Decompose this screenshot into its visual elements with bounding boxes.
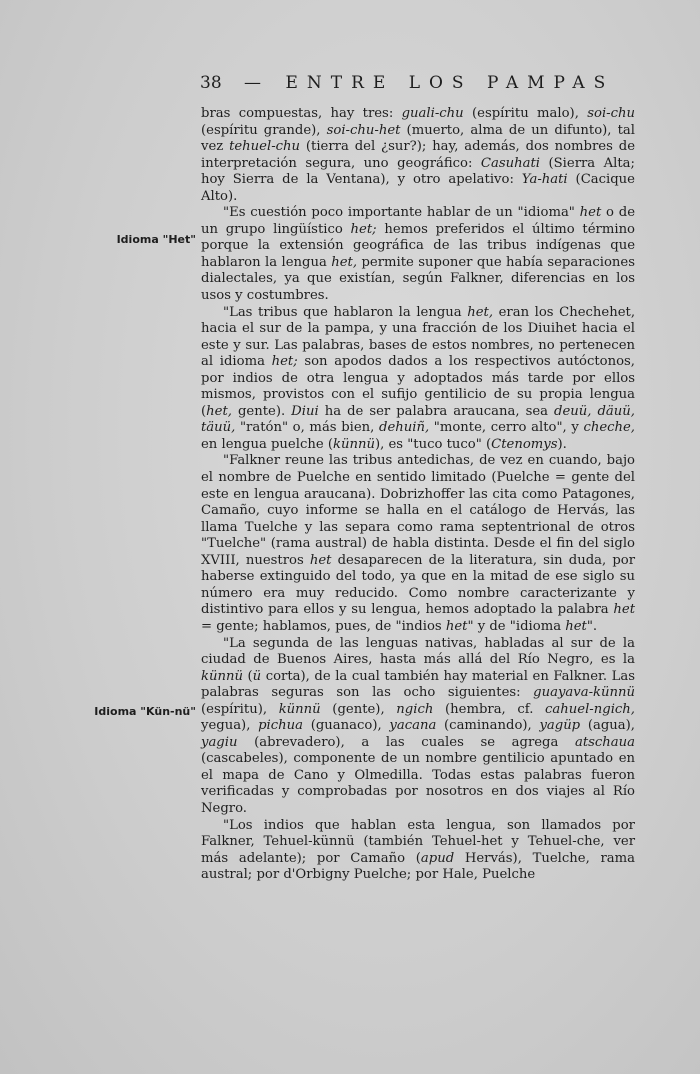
text-run: (caminando), bbox=[436, 718, 540, 734]
italic-term: ngich bbox=[396, 701, 434, 717]
italic-term: Ya-hati bbox=[521, 172, 568, 188]
text-run: "monte, cerro alto", y bbox=[429, 420, 584, 436]
italic-term: ü bbox=[252, 668, 262, 684]
italic-term: yagiu bbox=[201, 734, 238, 750]
margin-note-het: Idioma "Het" bbox=[116, 233, 196, 246]
italic-term: het; bbox=[350, 221, 377, 237]
text-run: (Cacique Alto). bbox=[201, 172, 635, 204]
text-run: "Las tribus que hablaron la lengua bbox=[223, 304, 468, 320]
italic-term: guayava-künnü bbox=[533, 685, 635, 701]
italic-term: soi-chu bbox=[587, 106, 635, 121]
italic-term: künnü bbox=[201, 668, 243, 684]
text-run: permite suponer que había separaciones dialectales, ya que existían, según Falkner, diferencias en los usos y costumbres. bbox=[201, 254, 635, 304]
italic-term: cheche, bbox=[583, 420, 635, 436]
paragraph bbox=[201, 636, 635, 818]
italic-term: künnü bbox=[278, 701, 321, 717]
italic-term: cahuel-ngich, bbox=[545, 701, 635, 717]
text-run: (agua), bbox=[580, 718, 635, 734]
text-run: "La segunda de las lenguas nativas, habladas al sur de la ciudad de Buenos Aires, hasta más allá del Río Negro, es la bbox=[201, 635, 635, 668]
italic-term: het, bbox=[467, 304, 494, 320]
text-run: (espíritu), bbox=[201, 701, 279, 717]
paragraph bbox=[201, 205, 635, 304]
paragraph bbox=[201, 106, 635, 205]
text-run: eran los Chechehet, hacia el sur de la pampa, y una fracción de los Diuihet hacia el este y sur. Las palabras, bases de estos nombres, no pertenecen al idioma bbox=[201, 304, 636, 370]
italic-term: soi-chu-het bbox=[326, 122, 401, 138]
text-run: (espíritu malo), bbox=[463, 106, 588, 121]
text-run: ". bbox=[586, 618, 598, 634]
italic-term: het bbox=[579, 205, 602, 221]
text-run: gente). bbox=[231, 403, 292, 419]
text-run: ). bbox=[557, 436, 567, 452]
text-run: (cascabeles), componente de un nombre gentilicio apuntado en el mapa de Cano y Olmedilla. Todas estas palabras fueron verificadas y comprobadas por nosotros en dos viajes al Río Negro. bbox=[201, 751, 635, 816]
text-run: son apodos dados a los respectivos autóctonos, por indios de otra lengua y adoptados más tarde por ellos mismos, provistos con el sufijo gentilicio de su propia lengua ( bbox=[201, 354, 635, 419]
italic-term: het, bbox=[206, 403, 232, 419]
text-run: ( bbox=[242, 668, 253, 684]
italic-term: yacana bbox=[389, 718, 437, 734]
paragraph bbox=[201, 818, 635, 884]
text-run: bras compuestas, hay tres: bbox=[201, 106, 402, 121]
italic-term: deuü, däuü, täuü, bbox=[201, 403, 635, 436]
italic-term: Casuhati bbox=[480, 155, 541, 171]
italic-term: apud bbox=[420, 850, 455, 866]
italic-term: tehuel-chu bbox=[229, 139, 301, 155]
italic-term: het, bbox=[331, 254, 358, 270]
text-run: (guanaco), bbox=[303, 718, 390, 734]
text-run: Hervás), Tuelche, rama austral; por d'Orbigny Puelche; por Hale, Puelche bbox=[201, 850, 636, 883]
text-run: desaparecen de la literatura, sin duda, por haberse extinguido del todo, ya que en la mitad de ese siglo su número era muy reducido. Como nombre caracterizante y distintivo para ellos y su lengua, hemos adoptado la palabra bbox=[201, 552, 635, 618]
text-run: yegua), bbox=[201, 718, 259, 734]
text-run: (tierra del ¿sur?); hay, además, dos nombres de interpretación segura, uno geográfico: bbox=[201, 139, 635, 171]
text-run: corta), de la cual también hay material en Falkner. Las palabras seguras son las ocho siguientes: bbox=[201, 668, 635, 701]
text-run: (abrevadero), a las cuales se agrega bbox=[237, 734, 575, 750]
text-run: en lengua puelche ( bbox=[201, 436, 333, 452]
text-run: = gente; hablamos, pues, de "indios bbox=[201, 618, 446, 634]
page-number: 38 bbox=[200, 73, 222, 93]
italic-term: het bbox=[613, 602, 635, 618]
paragraph bbox=[201, 453, 635, 635]
italic-term: künnü bbox=[332, 436, 375, 452]
italic-term: het bbox=[445, 618, 468, 634]
italic-term: dehuiñ, bbox=[379, 420, 430, 436]
paragraph bbox=[201, 305, 635, 454]
italic-term: guali-chu bbox=[401, 106, 464, 121]
text-run: (muerto, alma de un difunto), tal vez bbox=[201, 122, 636, 155]
italic-term: het; bbox=[271, 354, 298, 370]
text-run: "Es cuestión poco importante hablar de un "idioma" bbox=[223, 205, 580, 221]
italic-term: yagüp bbox=[539, 718, 581, 734]
text-run: (hembra, cf. bbox=[433, 701, 546, 717]
italic-term: pichua bbox=[258, 718, 304, 734]
text-run: (Sierra Alta; hoy Sierra de la Ventana), y otro apelativo: bbox=[201, 155, 635, 188]
italic-term: het bbox=[309, 552, 332, 568]
text-run: hemos preferidos el último término porque la extensión geográfica de las tribus indígenas que hablaron la lengua bbox=[201, 221, 636, 270]
italic-term: Diui bbox=[291, 403, 319, 419]
body-text bbox=[201, 106, 635, 884]
italic-term: het bbox=[565, 618, 587, 634]
text-run: (gente), bbox=[320, 701, 397, 717]
text-run: o de un grupo lingüístico bbox=[201, 205, 635, 237]
header-dash: — bbox=[244, 73, 262, 93]
text-run: "Los indios que hablan esta lengua, son llamados por Falkner, Tehuel-künnü (también Tehuel-het y Tehuel-che, ver más adelante); por Camaño ( bbox=[201, 817, 635, 866]
text-run: "Falkner reune las tribus antedichas, de vez en cuando, bajo el nombre de Puelche en sentido limitado (Puelche = gente del este en lengua araucana). Dobrizhoffer las cita como Patagones, Camaño, cuyo informe se halla en el catálogo de Hervás, las llama Tuelche y las separa como rama septentrional de otros "Tuelche" (rama austral) de habla distinta. Desde el fin del siglo XVIII, nuestros bbox=[201, 453, 635, 568]
margin-note-kunnu: Idioma "Kün-nü" bbox=[94, 705, 196, 718]
text-run: ha de ser palabra araucana, sea bbox=[318, 403, 555, 419]
text-run: ), es "tuco tuco" ( bbox=[374, 436, 492, 452]
text-run: (espíritu grande), bbox=[201, 122, 327, 138]
running-title: ENTRE LOS PAMPAS bbox=[285, 73, 615, 93]
running-header bbox=[200, 73, 640, 93]
italic-term: Ctenomys bbox=[491, 436, 558, 452]
text-run: "ratón" o, más bien, bbox=[235, 420, 380, 436]
text-run: " y de "idioma bbox=[467, 618, 566, 634]
italic-term: atschaua bbox=[574, 734, 635, 750]
